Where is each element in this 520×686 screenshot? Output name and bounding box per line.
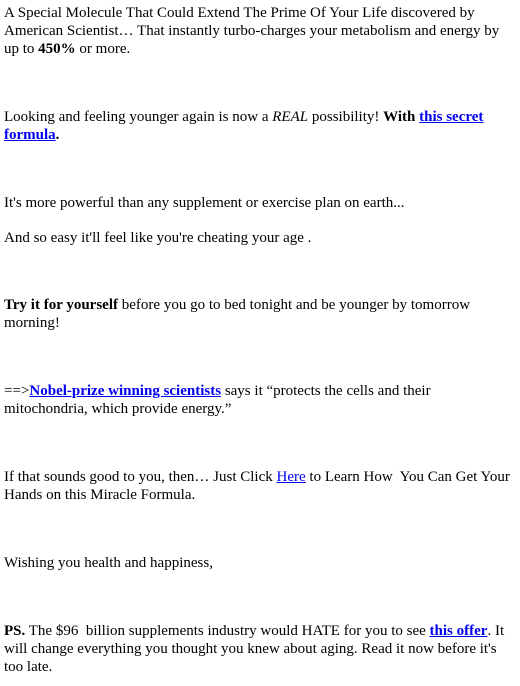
nobel-bold-group — [29, 383, 221, 399]
ps-tail: . It will change everything you thought you knew about aging. Read it now before it's too late. — [4, 623, 505, 675]
nobel-text: says it “protects the cells and their mitochondria, which provide energy.” — [4, 383, 431, 417]
nobel-arrow: ==> — [4, 383, 30, 399]
ps-bold-group — [430, 623, 488, 639]
easy-paragraph: And so easy it'll feel like you're cheating your age . — [4, 230, 312, 246]
intro-bold-value: 450% — [38, 41, 76, 57]
younger-period: . — [55, 127, 60, 143]
try-paragraph — [4, 296, 514, 332]
wishing-paragraph: Wishing you health and happiness, — [4, 555, 213, 571]
younger-lead: Looking and feeling younger again is now a — [4, 109, 273, 125]
click-paragraph — [4, 468, 514, 504]
intro-text: A Special Molecule That Could Extend The Prime Of Your Life discovered by American Scientist… That instantly turbo-charges your metabolism and energy by up to — [4, 5, 500, 57]
intro-paragraph — [4, 4, 514, 58]
younger-emphasis: REAL — [272, 109, 309, 125]
this-offer-link[interactable]: this offer — [429, 623, 488, 639]
nobel-paragraph — [4, 382, 514, 418]
intro-tail: or more. — [75, 41, 131, 57]
click-tail: to Learn How You Can Get Your Hands on this Miracle Formula. — [4, 469, 510, 503]
try-bold: Try it for yourself — [4, 297, 119, 313]
ps-lead: The $96 billion supplements industry would HATE for you to see — [25, 623, 430, 639]
try-text: before you go to bed tonight and be younger by tomorrow morning! — [4, 297, 471, 331]
here-link[interactable]: Here — [276, 469, 306, 485]
secret-formula-link[interactable]: this secret formula — [4, 109, 484, 143]
powerful-paragraph: It's more powerful than any supplement or exercise plan on earth... — [4, 195, 405, 211]
younger-bold-with: With — [383, 109, 420, 125]
younger-paragraph — [4, 108, 514, 144]
click-lead: If that sounds good to you, then… Just Click — [4, 469, 277, 485]
younger-mid: possibility! — [308, 109, 384, 125]
ps-paragraph — [4, 622, 514, 676]
ps-label: PS. — [4, 623, 26, 639]
nobel-scientists-link[interactable]: Nobel-prize winning scientists — [29, 383, 222, 399]
